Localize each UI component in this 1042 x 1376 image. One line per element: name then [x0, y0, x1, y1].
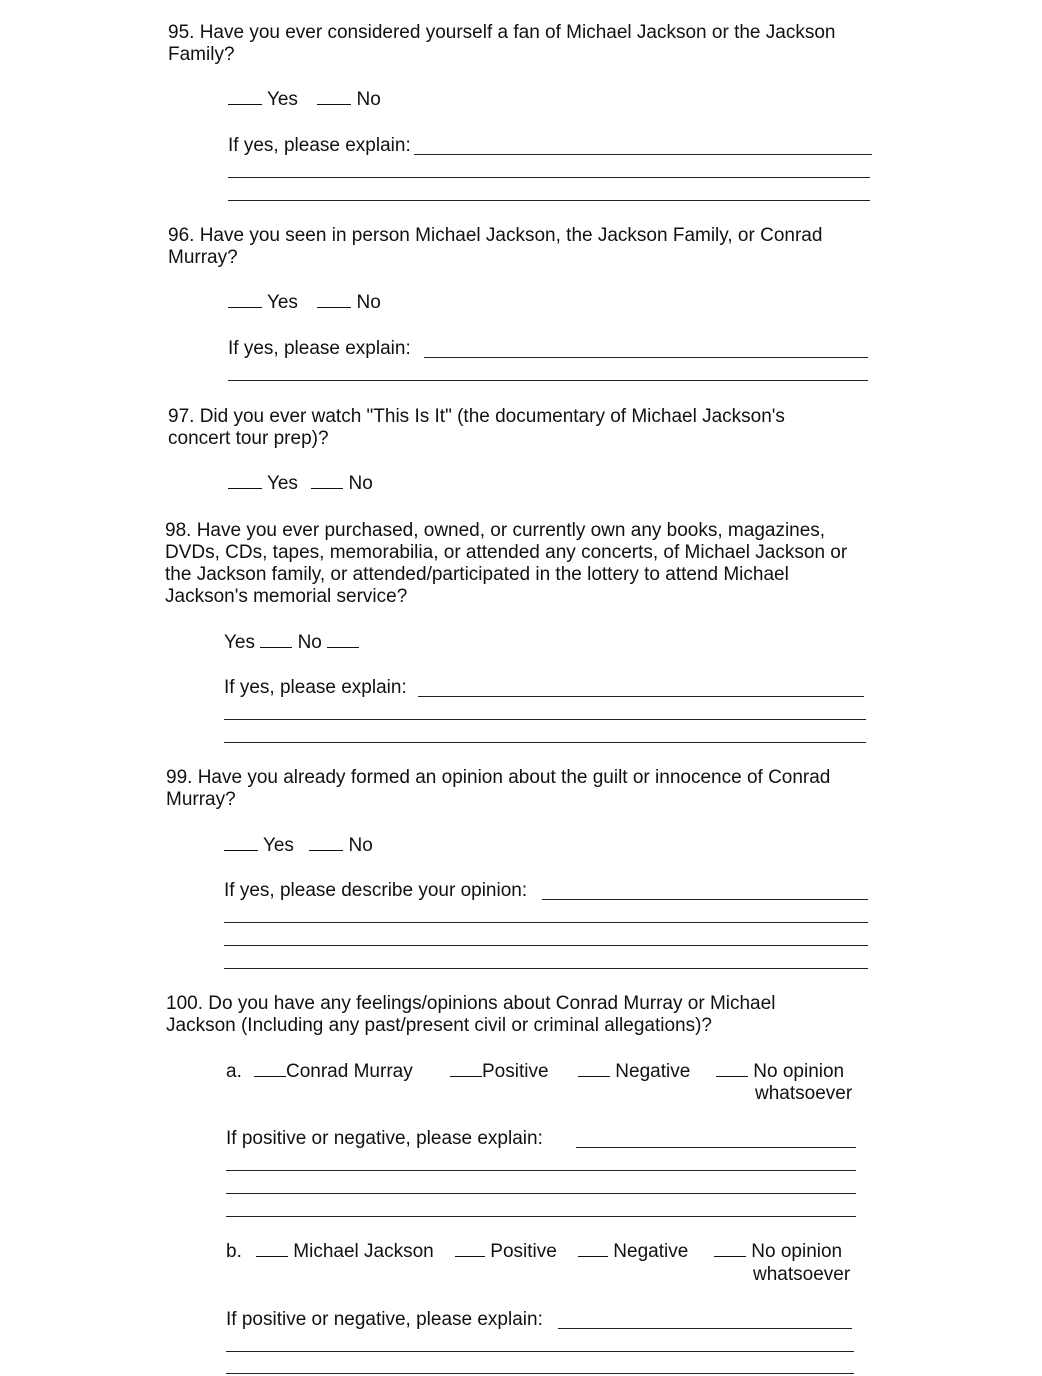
q95-text-line2: Family?: [168, 44, 235, 65]
q96-text-line1: 96. Have you seen in person Michael Jackson, the Jackson Family, or Conrad: [168, 225, 823, 246]
q98-explain-label: If yes, please explain:: [224, 677, 407, 698]
q100a-explain-label: If positive or negative, please explain:: [226, 1128, 543, 1149]
q100b-subject-label: Michael Jackson: [293, 1241, 434, 1262]
q99-yes-blank[interactable]: [224, 850, 258, 851]
q99-explain-line[interactable]: [542, 899, 868, 900]
q100a-positive-label: Positive: [482, 1061, 549, 1082]
q98-answer-line[interactable]: [224, 719, 866, 720]
q100b-negative-blank[interactable]: [578, 1256, 608, 1257]
q100a-answer-line[interactable]: [226, 1216, 856, 1217]
q96-answer-line[interactable]: [228, 380, 868, 381]
q100b-explain-line[interactable]: [558, 1328, 852, 1329]
q100a-explain-line[interactable]: [576, 1147, 856, 1148]
q100a-subject-label: Conrad Murray: [286, 1061, 413, 1082]
q100b-negative: [578, 1241, 688, 1263]
q100a-negative-blank[interactable]: [578, 1076, 610, 1077]
q100b-positive: [455, 1241, 557, 1263]
q100a-negative: [578, 1061, 690, 1083]
q97-text-line2: concert tour prep)?: [168, 428, 329, 449]
q100a-subject-blank[interactable]: [254, 1076, 286, 1077]
q99-yes-label: Yes: [262, 835, 294, 856]
q98-text-line4: Jackson's memorial service?: [165, 586, 408, 607]
q100-text-line1: 100. Do you have any feelings/opinions about Conrad Murray or Michael: [166, 993, 776, 1014]
q100b-negative-label: Negative: [613, 1241, 689, 1262]
q95-no-blank[interactable]: [317, 104, 351, 105]
q98-yes-label: Yes: [224, 632, 255, 653]
q96-no-blank[interactable]: [317, 307, 351, 308]
q97-yes-blank[interactable]: [228, 488, 262, 489]
q97-no-blank[interactable]: [311, 488, 343, 489]
q100a-noopinion: [716, 1061, 844, 1083]
q100a-negative-label: Negative: [615, 1061, 691, 1082]
q100b-noopinion: [714, 1241, 842, 1263]
q95-explain-label: If yes, please explain:: [228, 135, 411, 156]
q100a-positive-blank[interactable]: [450, 1076, 482, 1077]
q98-answer-line[interactable]: [224, 742, 866, 743]
q96-yes-label: Yes: [266, 292, 298, 313]
q100b-explain-label: If positive or negative, please explain:: [226, 1309, 543, 1330]
q98-text-line2: DVDs, CDs, tapes, memorabilia, or attended any concerts, of Michael Jackson or: [165, 542, 848, 563]
q95-text-line1: 95. Have you ever considered yourself a fan of Michael Jackson or the Jackson: [168, 22, 836, 43]
q100a-subject: [254, 1061, 413, 1083]
q100a-letter: a.: [226, 1061, 242, 1082]
q99-answer-line[interactable]: [224, 922, 868, 923]
q95-yes-blank[interactable]: [228, 104, 262, 105]
q100a-noopinion-blank[interactable]: [716, 1076, 748, 1077]
q100b-noopinion-blank[interactable]: [714, 1256, 746, 1257]
q99-no-blank[interactable]: [309, 850, 343, 851]
q98-explain-line[interactable]: [418, 696, 864, 697]
q98-text-line3: the Jackson family, or attended/participated in the lottery to attend Michael: [165, 564, 789, 585]
q99-answer-line[interactable]: [224, 968, 868, 969]
q100b-letter: b.: [226, 1241, 242, 1262]
q95-explain-line[interactable]: [414, 154, 872, 155]
q97-no-label: No: [348, 473, 373, 494]
q100b-answer-line[interactable]: [226, 1351, 854, 1352]
q100a-answer-line[interactable]: [226, 1170, 856, 1171]
q96-explain-line[interactable]: [424, 357, 868, 358]
q99-yes-no: [224, 835, 373, 857]
q98-no-label: No: [297, 632, 322, 653]
q96-no-label: No: [356, 292, 381, 313]
q98-yes-no: [224, 632, 359, 654]
q99-explain-label: If yes, please describe your opinion:: [224, 880, 528, 901]
q100b-subject: [256, 1241, 434, 1263]
q100b-answer-line[interactable]: [226, 1373, 854, 1374]
q95-answer-line[interactable]: [228, 200, 870, 201]
q99-text-line1: 99. Have you already formed an opinion about the guilt or innocence of Conrad: [166, 767, 831, 788]
q95-yes-label: Yes: [266, 89, 298, 110]
q100-text-line2: Jackson (Including any past/present civil or criminal allegations)?: [166, 1015, 712, 1036]
q95-answer-line[interactable]: [228, 177, 870, 178]
q97-yes-no: [228, 473, 373, 495]
q100b-positive-label: Positive: [490, 1241, 557, 1262]
q96-text-line2: Murray?: [168, 247, 238, 268]
q100b-noopinion-label-2: whatsoever: [753, 1264, 851, 1285]
q100b-noopinion-label: No opinion: [751, 1241, 843, 1262]
q98-text-line1: 98. Have you ever purchased, owned, or currently own any books, magazines,: [165, 520, 826, 541]
q100b-subject-blank[interactable]: [256, 1256, 288, 1257]
q98-no-blank[interactable]: [327, 647, 359, 648]
q95-no-label: No: [356, 89, 381, 110]
q96-yes-no: [228, 292, 381, 314]
q99-text-line2: Murray?: [166, 789, 236, 810]
q100a-noopinion-label-2: whatsoever: [755, 1083, 853, 1104]
q100a-positive: [450, 1061, 549, 1083]
q96-yes-blank[interactable]: [228, 307, 262, 308]
q100b-positive-blank[interactable]: [455, 1256, 485, 1257]
q100a-answer-line[interactable]: [226, 1193, 856, 1194]
q100a-noopinion-label: No opinion: [753, 1061, 845, 1082]
q96-explain-label: If yes, please explain:: [228, 338, 411, 359]
q97-yes-label: Yes: [266, 473, 298, 494]
q95-yes-no: [228, 89, 381, 111]
q98-yes-blank[interactable]: [260, 647, 292, 648]
q97-text-line1: 97. Did you ever watch "This Is It" (the documentary of Michael Jackson's: [168, 406, 785, 427]
q99-answer-line[interactable]: [224, 945, 868, 946]
q99-no-label: No: [348, 835, 373, 856]
